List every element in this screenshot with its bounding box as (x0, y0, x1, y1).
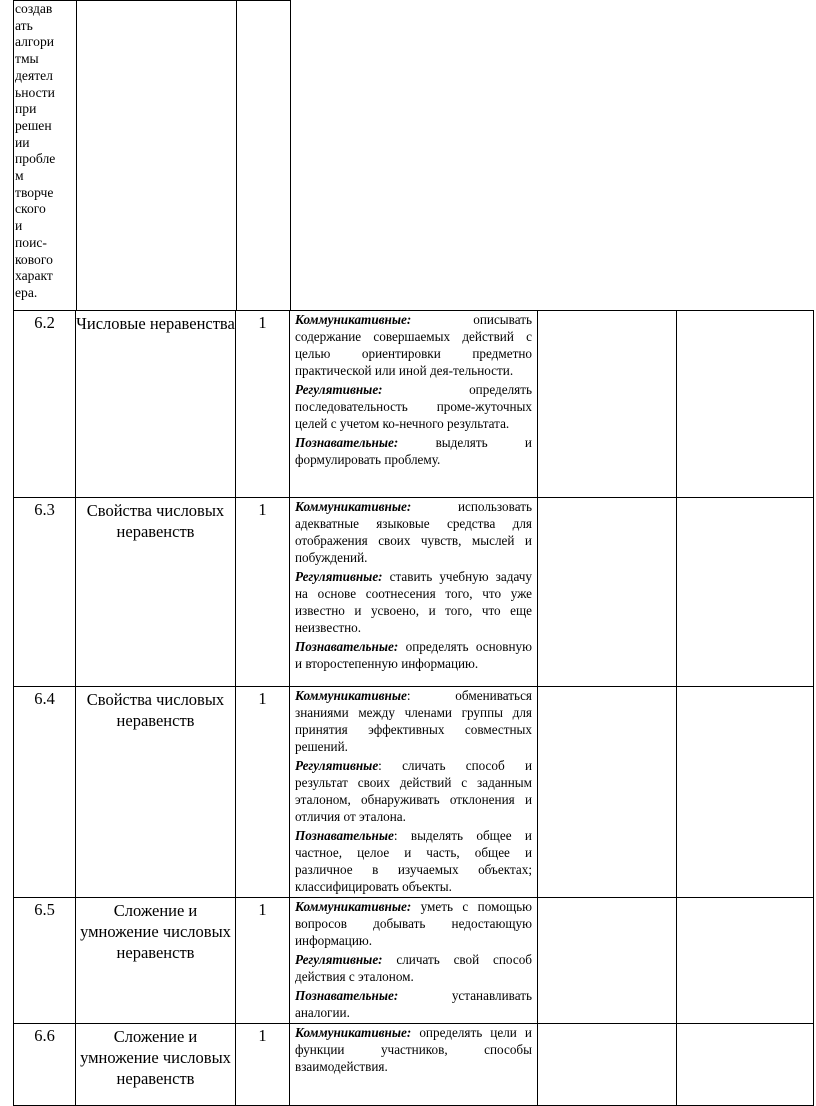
lesson-number: 6.3 (14, 498, 76, 687)
uud-label: Регулятивные: (295, 569, 383, 584)
uud-text: : сличать способ и результат своих действий с заданным эталоном, обнаруживать отклонения и отличия от эталона. (295, 758, 532, 824)
uud-text: выделять и формулировать проблему. (295, 435, 532, 467)
uud-text: определять основную и второстепенную информацию. (295, 639, 532, 671)
competency-line: пробле (15, 151, 56, 167)
empty-cell (677, 311, 814, 498)
lesson-number: 6.6 (14, 1024, 76, 1106)
learning-activities (290, 498, 538, 687)
empty-cell (77, 1, 237, 311)
uud-label: Познавательные: (295, 435, 399, 450)
competency-line: характ (15, 268, 53, 284)
uud-label: Познавательные: (295, 988, 399, 1003)
lesson-hours: 1 (236, 311, 290, 498)
lesson-topic: Числовые неравенства (76, 311, 236, 498)
competency-line: решен (15, 117, 52, 133)
empty-cell (538, 498, 677, 687)
competency-line: деятел (15, 67, 53, 83)
table-fragment-top (13, 0, 291, 311)
empty-cell (538, 898, 677, 1024)
uud-text: ставить учебную задачу на основе соотнесения того, что уже известно и усвоено, и того, что еще неизвестно. (295, 569, 532, 635)
lesson-hours: 1 (236, 898, 290, 1024)
uud-label: Коммуникативные: (295, 312, 412, 327)
competency-line: создав (15, 1, 53, 16)
uud-label: Коммуникативные: (295, 499, 412, 514)
lesson-number: 6.5 (14, 898, 76, 1024)
learning-activities (290, 687, 538, 898)
empty-cell (237, 1, 291, 311)
uud-text: устанавливать аналогии. (295, 988, 532, 1020)
empty-cell (538, 1024, 677, 1106)
uud-label: Познавательные (295, 828, 394, 843)
competency-line: ского (15, 201, 46, 217)
uud-text: определять цели и функции участников, способы взаимодействия. (295, 1025, 532, 1074)
empty-cell (677, 687, 814, 898)
lesson-plan-table (13, 310, 814, 1106)
competency-line: ера. (15, 284, 38, 300)
empty-cell (538, 687, 677, 898)
learning-activities (290, 311, 538, 498)
competency-line: ать (15, 17, 33, 33)
lesson-hours: 1 (236, 1024, 290, 1106)
learning-activities (290, 1024, 538, 1106)
uud-text: : обмениваться знаниями между членами группы для принятия эффективных совместных решений. (295, 688, 532, 754)
empty-cell (538, 311, 677, 498)
lesson-number: 6.4 (14, 687, 76, 898)
table-row (14, 687, 814, 898)
learning-activities (290, 898, 538, 1024)
competency-line: ии (15, 134, 30, 150)
lesson-hours: 1 (236, 687, 290, 898)
competency-line: алгори (15, 34, 55, 50)
competency-line: тмы (15, 51, 39, 67)
competency-line: при (15, 101, 37, 117)
empty-cell (677, 498, 814, 687)
uud-text: использовать адекватные языковые средства для отображения своих чувств, мыслей и побуждений. (295, 499, 532, 565)
competency-line: кового (15, 251, 53, 267)
lesson-topic: Сложение и умножение числовых неравенств (76, 898, 236, 1024)
table-row (14, 311, 814, 498)
empty-cell (677, 898, 814, 1024)
uud-label: Коммуникативные: (295, 899, 412, 914)
uud-text: уметь с помощью вопросов добывать недостающую информацию. (295, 899, 532, 948)
competency-line: творче (15, 184, 54, 200)
uud-label: Коммуникативные (295, 688, 407, 703)
uud-label: Регулятивные: (295, 382, 383, 397)
competency-line: поис- (15, 234, 47, 250)
lesson-topic: Сложение и умножение числовых неравенств (76, 1024, 236, 1106)
competency-line: м (15, 168, 24, 184)
uud-label: Познавательные: (295, 639, 399, 654)
lesson-hours: 1 (236, 498, 290, 687)
uud-text: определять последовательность проме-жуточных целей с учетом ко-нечного результата. (295, 382, 532, 431)
uud-text: описывать содержание совершаемых действий с целью ориентировки предметно практической или иной дея-тельности. (295, 312, 532, 378)
competency-cell (14, 1, 77, 311)
lesson-number: 6.2 (14, 311, 76, 498)
empty-cell (677, 1024, 814, 1106)
uud-text: : выделять общее и частное, целое и часть, общее и различное в изучаемых объектах; классифицировать объекты. (295, 828, 532, 894)
uud-label: Регулятивные: (295, 952, 383, 967)
uud-text: сличать свой способ действия с эталоном. (295, 952, 532, 984)
uud-label: Коммуникативные: (295, 1025, 412, 1040)
competency-line: и (15, 218, 23, 234)
table-row (14, 1024, 814, 1106)
table-row (14, 498, 814, 687)
uud-label: Регулятивные (295, 758, 379, 773)
competency-line: ьности (15, 84, 55, 100)
lesson-topic: Свойства числовых неравенств (76, 498, 236, 687)
lesson-topic: Свойства числовых неравенств (76, 687, 236, 898)
table-row (14, 898, 814, 1024)
